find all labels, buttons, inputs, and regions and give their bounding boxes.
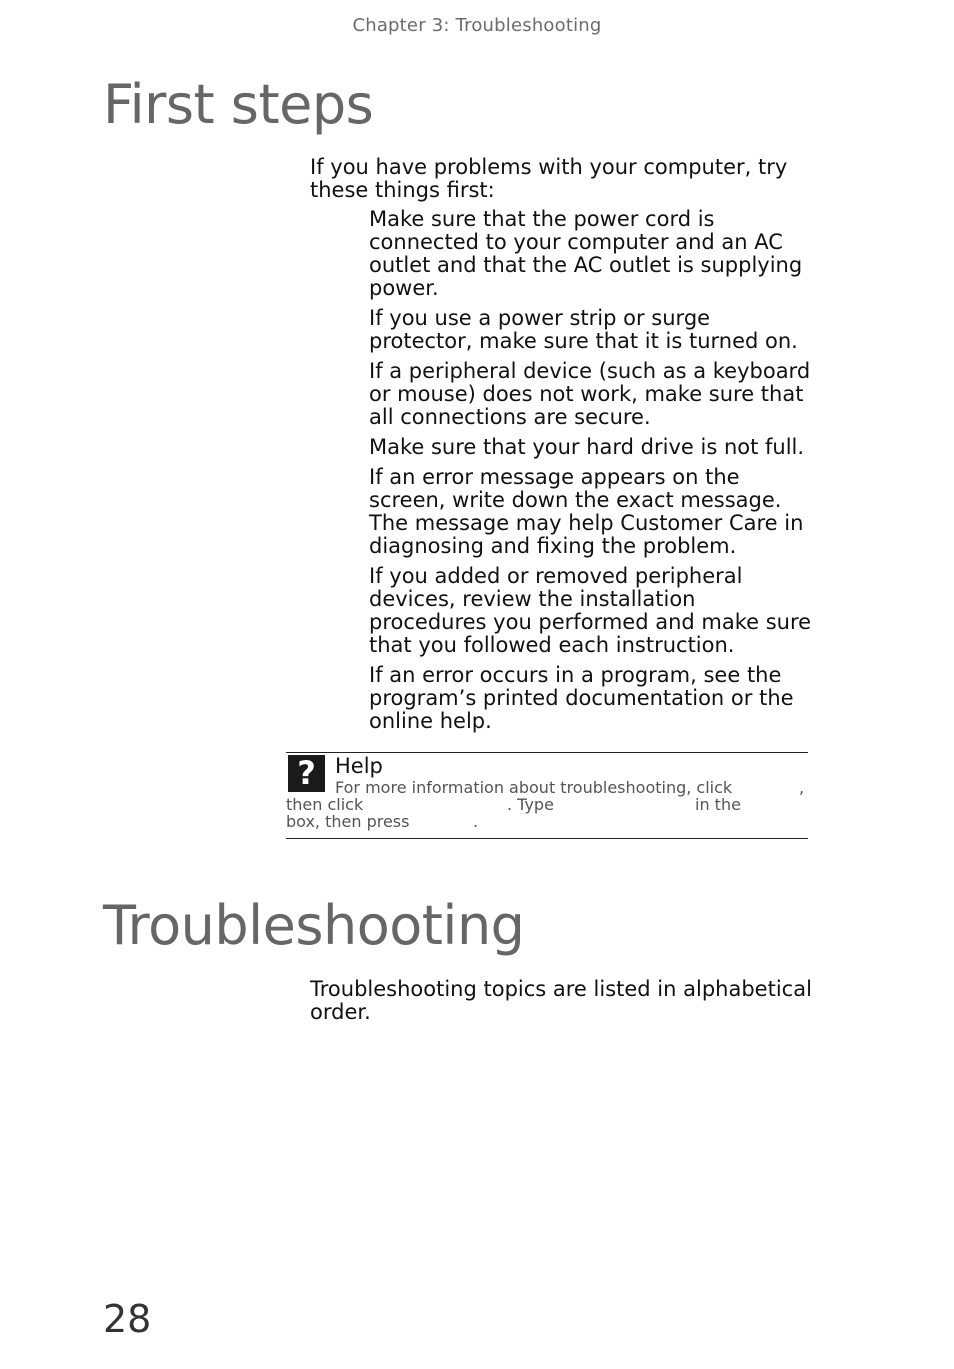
help-text-line1: For more information about troubleshooting, click	[335, 778, 733, 797]
list-item: If you use a power strip or surge protector, make sure that it is turned on.	[369, 306, 798, 353]
list-item: If an error occurs in a program, see the program’s printed documentation or the online help.	[369, 663, 794, 733]
list-item: If you added or removed peripheral devices, review the installation procedures you performed and make sure that you followed each instruction.	[369, 564, 812, 657]
list-item: Make sure that your hard drive is not full.	[369, 435, 805, 459]
list-item: If a peripheral device (such as a keyboard or mouse) does not work, make sure that all connections are secure.	[369, 359, 811, 429]
section-title-first-steps: First steps	[103, 73, 374, 136]
help-text-line3-end: .	[473, 812, 479, 831]
help-text-line3-start: box, then press	[286, 812, 410, 831]
help-text-line1-end: ,	[799, 778, 805, 797]
first-steps-intro: If you have problems with your computer, try these things first:	[310, 155, 788, 202]
list-item: If an error message appears on the screen, write down the exact message. The message may help Customer Care in diagnosing and fixing the problem.	[369, 465, 804, 558]
help-callout	[286, 752, 808, 839]
help-text-line2-mid: . Type	[507, 795, 554, 814]
list-item: Make sure that the power cord is connected to your computer and an AC outlet and that the AC outlet is supplying power.	[369, 207, 803, 300]
running-header: Chapter 3: Troubleshooting	[352, 15, 602, 36]
help-text-line2-start: then click	[286, 795, 364, 814]
help-title: Help	[335, 754, 383, 778]
troubleshooting-intro: Troubleshooting topics are listed in alphabetical order.	[310, 977, 812, 1024]
section-title-troubleshooting: Troubleshooting	[103, 894, 525, 957]
page-number: 28	[103, 1297, 152, 1341]
help-text-line2-end: in the	[695, 795, 741, 814]
question-mark-icon: ?	[288, 755, 325, 792]
first-steps-list	[369, 208, 819, 740]
